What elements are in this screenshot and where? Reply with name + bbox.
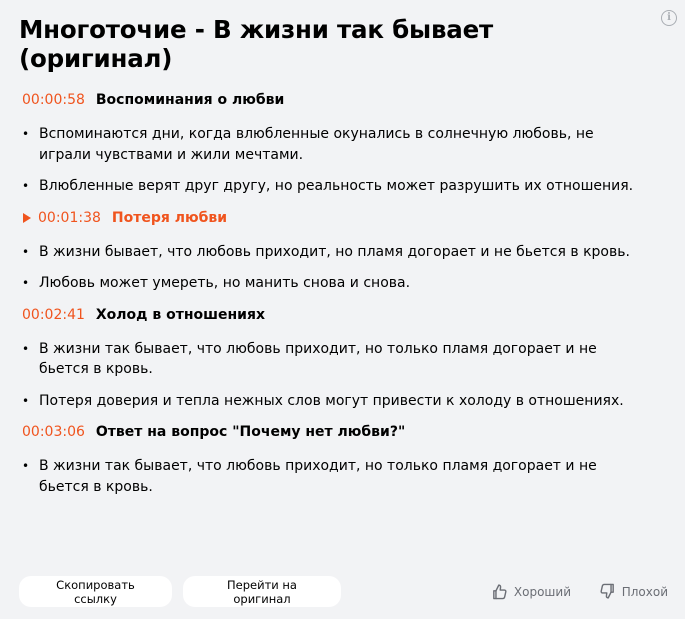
chapter-timestamp[interactable]: 00:03:06: [22, 424, 85, 440]
chapter-title[interactable]: Холод в отношениях: [95, 306, 265, 323]
chapter-title[interactable]: Ответ на вопрос "Почему нет любви?": [95, 424, 406, 440]
chapter-item-active: [22, 208, 662, 294]
chapter-header[interactable]: [22, 90, 662, 110]
chapter-point: • Любовь может умереть, но манить снова и снова.: [22, 273, 639, 294]
copy-link-button[interactable]: Скопировать ссылку: [19, 576, 172, 607]
thumbs-up-icon: [491, 583, 508, 600]
chapter-points: [22, 456, 662, 497]
chapter-title[interactable]: Потеря любви: [111, 209, 228, 226]
chapter-points: [22, 339, 662, 412]
info-icon[interactable]: i: [661, 10, 677, 26]
chapter-timestamp[interactable]: 00:00:58: [22, 92, 85, 108]
rate-good-label: Хороший: [513, 584, 571, 599]
chapter-item: [22, 90, 662, 197]
page-title: Многоточие - В жизни так бывает (оригинал): [19, 15, 494, 73]
footer-bar: [19, 576, 668, 607]
chapter-points: [22, 242, 662, 294]
chapter-point: • В жизни бывает, что любовь приходит, но пламя догорает и не бьется в кровь.: [22, 242, 639, 263]
chapter-header[interactable]: [22, 422, 662, 442]
play-icon: [23, 213, 31, 223]
go-to-original-button[interactable]: Перейти на оригинал: [183, 576, 341, 607]
chapter-timestamp[interactable]: 00:01:38: [38, 209, 101, 226]
chapter-point: • В жизни так бывает, что любовь приходит, но только пламя догорает и не бьется в кровь.: [22, 456, 639, 497]
chapter-point: • Влюбленные верят друг другу, но реальность может разрушить их отношения.: [22, 176, 639, 197]
chapter-point: • В жизни так бывает, что любовь приходит, но только пламя догорает и не бьется в кровь.: [22, 339, 639, 380]
chapter-title[interactable]: Воспоминания о любви: [95, 92, 285, 108]
rate-bad-label: Плохой: [621, 584, 668, 599]
rate-bad-button[interactable]: [599, 583, 668, 600]
rate-good-button[interactable]: [491, 583, 571, 600]
chapter-timestamp[interactable]: 00:02:41: [22, 306, 85, 323]
chapter-header[interactable]: [22, 305, 662, 325]
chapter-header[interactable]: [22, 208, 662, 228]
chapter-list: [22, 90, 662, 508]
chapter-point: • Потеря доверия и тепла нежных слов могут привести к холоду в отношениях.: [22, 391, 639, 412]
thumbs-down-icon: [599, 583, 616, 600]
chapter-point: • Вспоминаются дни, когда влюбленные окунались в солнечную любовь, не играли чувствами и жили мечтами.: [22, 124, 639, 165]
chapter-item: [22, 305, 662, 412]
chapter-item: [22, 422, 662, 497]
chapter-points: [22, 124, 662, 197]
